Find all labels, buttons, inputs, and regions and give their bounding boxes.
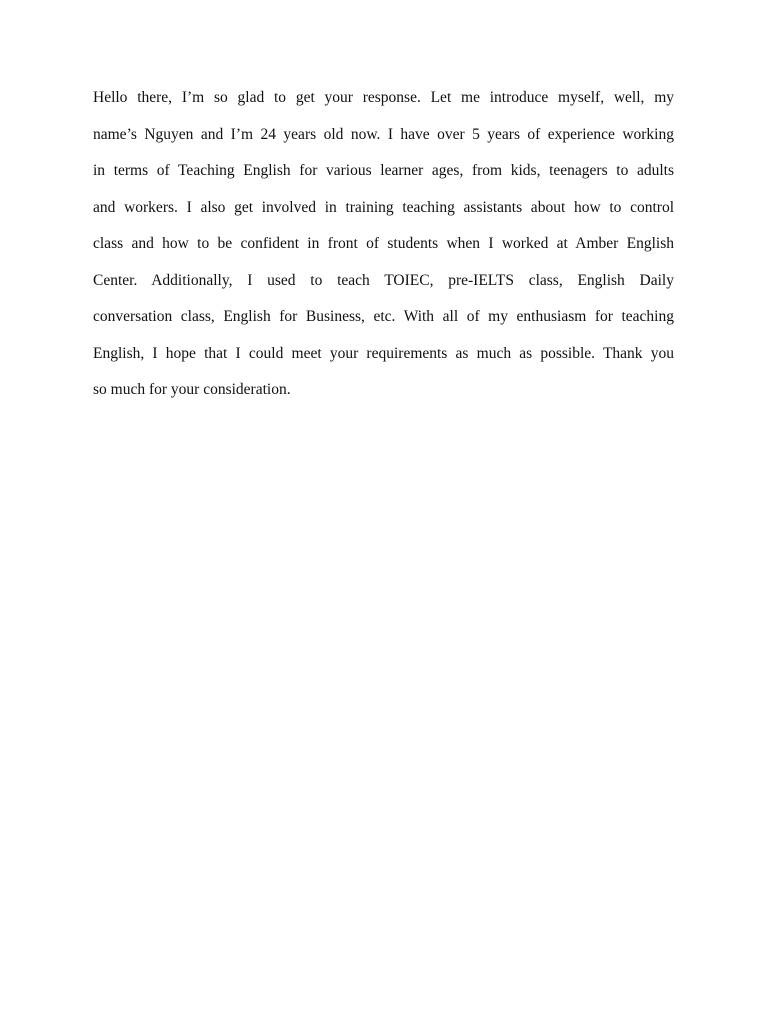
paragraph-line: in terms of Teaching English for various learner ages, from kids, teenagers to adults — [93, 162, 674, 179]
body-paragraph — [93, 80, 674, 409]
paragraph-line: name’s Nguyen and I’m 24 years old now. I have over 5 years of experience working — [93, 125, 674, 143]
paragraph-line: so much for your consideration. — [93, 381, 291, 398]
paragraph-line: conversation class, English for Business, etc. With all of my enthusiasm for teaching — [93, 308, 674, 325]
paragraph-line: Hello there, I’m so glad to get your response. Let me introduce myself, well, my — [93, 89, 674, 106]
paragraph-line: English, I hope that I could meet your requirements as much as possible. Thank you — [93, 344, 674, 362]
paragraph-line: Center. Additionally, I used to teach TOIEC, pre-IELTS class, English Daily — [93, 271, 674, 289]
paragraph-line: class and how to be confident in front of students when I worked at Amber English — [93, 235, 674, 252]
paragraph-line: and workers. I also get involved in training teaching assistants about how to control — [93, 198, 674, 216]
